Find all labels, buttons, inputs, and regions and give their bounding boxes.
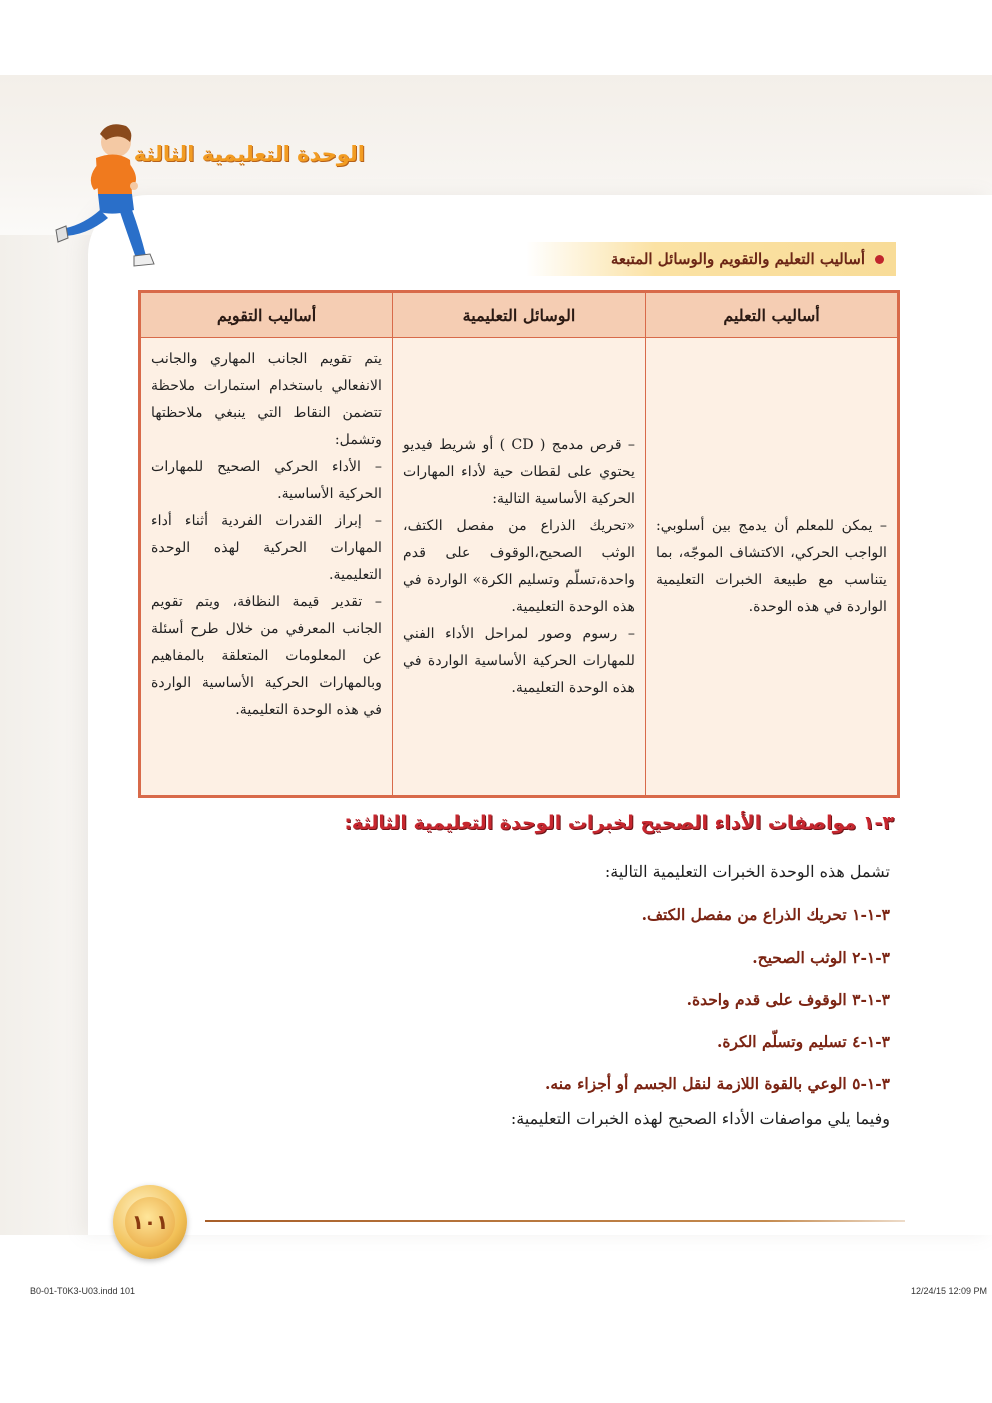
media-text-1: – قرص مدمج ( CD ) أو شريط فيديو يحتوي على لقطات حية لأداء المهارات الحركية الأساسية التالية: (403, 436, 635, 507)
methods-table (138, 290, 900, 798)
media-text-3: – رسوم وصور لمراحل الأداء الفني للمهارات الحركية الأساسية الواردة في هذه الوحدة التعليمية. (403, 625, 635, 696)
cell-teaching-media (393, 338, 646, 797)
media-text-2: «تحريك الذراع من مفصل الكتف، الوثب الصحيح،الوقوف على قدم واحدة،تسلّم وتسليم الكرة» الواردة في هذه الوحدة التعليمية. (403, 517, 635, 615)
list-item: ٣-١-٢ الوثب الصحيح. (752, 948, 890, 967)
eval-text-2: – الأداء الحركي الصحيح للمهارات الحركية الأساسية. (151, 459, 382, 502)
cell-evaluation-methods (140, 338, 393, 797)
header-evaluation-methods: أساليب التقويم (140, 292, 393, 338)
list-item: ٣-١-٤ تسليم وتسلّم الكرة. (716, 1032, 890, 1051)
header-teaching-media: الوسائل التعليمية (393, 292, 646, 338)
footer-date-label: 12/24/15 12:09 PM (910, 1286, 987, 1296)
table-body-row (140, 338, 899, 797)
eval-text-1: يتم تقويم الجانب المهاري والجانب الانفعالي باستخدام استمارات ملاحظة تتضمن النقاط التي ينبغي ملاحظتها وتشمل: (151, 351, 382, 448)
eval-text-4: – تقدير قيمة النظافة، ويتم تقويم الجانب المعرفي من خلال طرح أسئلة عن المعلومات المتعلقة بالمفاهيم وبالمهارات الحركية الأساسية الواردة في هذه الوحدة التعليمية. (151, 594, 382, 718)
footer-file-label: B0-01-T0K3-U03.indd 101 (30, 1286, 136, 1296)
header-teaching-methods: أساليب التعليم (646, 292, 899, 338)
list-item: ٣-١-٣ الوقوف على قدم واحدة. (686, 990, 890, 1009)
list-item: ٣-١-٥ الوعي بالقوة اللازمة لنقل الجسم أو أجزاء منه. (544, 1074, 890, 1093)
section-heading-bar (526, 242, 896, 276)
cell-teaching-methods (646, 338, 899, 797)
left-margin-shade (0, 235, 95, 1235)
table-header-row (140, 292, 899, 338)
specs-intro: تشمل هذه الوحدة الخبرات التعليمية التالية: (604, 862, 890, 881)
eval-text-3: – إبراز القدرات الفردية أثناء أداء المهارات الحركية لهذه الوحدة التعليمية. (151, 513, 382, 583)
teaching-text: – يمكن للمعلم أن يدمج بين أسلوبي: الواجب الحركي، الاكتشاف الموجّه، بما يتناسب مع طبيعة الخبرات التعليمية الواردة في هذه الوحدة. (656, 517, 887, 615)
unit-title: الوحدة التعليمية الثالثة (133, 142, 365, 166)
bullet-dot-icon (875, 255, 884, 264)
page-number: ١٠١ (131, 1210, 169, 1234)
footer-divider (205, 1220, 905, 1222)
specs-closing: وفيما يلي مواصفات الأداء الصحيح لهذه الخبرات التعليمية: (510, 1109, 890, 1128)
page-number-badge (113, 1185, 187, 1259)
section-heading: أساليب التعليم والتقويم والوسائل المتبعة (610, 250, 865, 268)
page-number-inner (125, 1197, 175, 1247)
list-item: ٣-١-١ تحريك الذراع من مفصل الكتف. (641, 905, 890, 924)
specs-heading: ٣-١ مواصفات الأداء الصحيح لخبرات الوحدة التعليمية الثالثة: (344, 812, 894, 834)
